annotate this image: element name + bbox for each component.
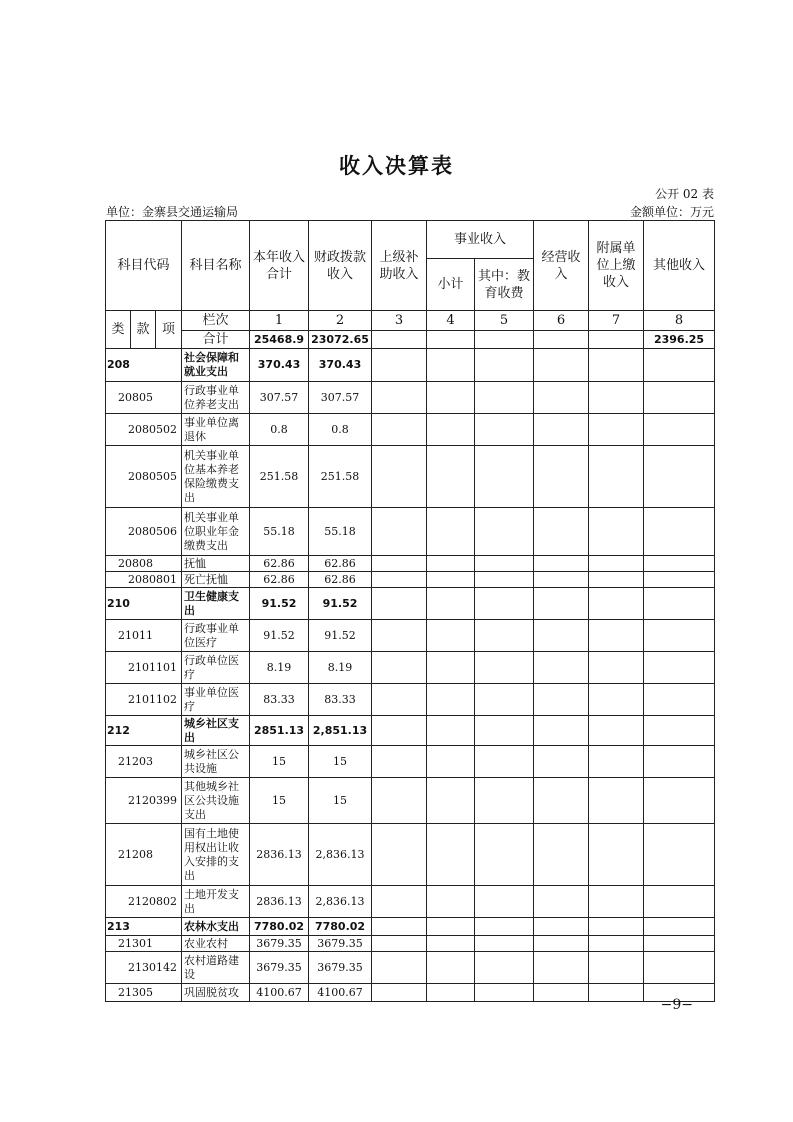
- row-year-total: 55.18: [250, 508, 309, 556]
- row-subtotal: [427, 382, 475, 414]
- row-operating: [534, 508, 589, 556]
- row-subtotal: [427, 824, 475, 886]
- row-year-total: 370.43: [250, 349, 309, 382]
- row-fiscal: 251.58: [309, 446, 372, 508]
- header-lei: 类: [106, 311, 131, 349]
- row-code: 21208: [106, 824, 182, 886]
- row-subsidy: [372, 824, 427, 886]
- row-affiliated: [589, 414, 644, 446]
- row-name: 行政事业单位医疗: [182, 620, 250, 652]
- row-year-total: 15: [250, 778, 309, 824]
- table-row: [106, 446, 715, 508]
- row-fiscal: 307.57: [309, 382, 372, 414]
- total-other: 2396.25: [644, 331, 715, 349]
- col-no-7: 7: [589, 311, 644, 331]
- row-fiscal: 55.18: [309, 508, 372, 556]
- row-affiliated: [589, 778, 644, 824]
- row-operating: [534, 918, 589, 936]
- row-name: 事业单位医疗: [182, 684, 250, 716]
- row-name: 事业单位离退休: [182, 414, 250, 446]
- row-affiliated: [589, 652, 644, 684]
- row-affiliated: [589, 684, 644, 716]
- row-year-total: 3679.35: [250, 952, 309, 984]
- row-name: 农村道路建设: [182, 952, 250, 984]
- row-code: 213: [106, 918, 182, 936]
- row-code: 21011: [106, 620, 182, 652]
- row-subsidy: [372, 446, 427, 508]
- row-subtotal: [427, 936, 475, 952]
- row-subtotal: [427, 952, 475, 984]
- row-subsidy: [372, 508, 427, 556]
- row-subsidy: [372, 684, 427, 716]
- row-edu-fee: [475, 918, 534, 936]
- row-subsidy: [372, 716, 427, 746]
- row-subtotal: [427, 684, 475, 716]
- header-subtotal: 小计: [427, 259, 475, 311]
- row-operating: [534, 620, 589, 652]
- form-number: 公开 02 表: [655, 187, 714, 201]
- col-no-6: 6: [534, 311, 589, 331]
- row-fiscal: 2,836.13: [309, 886, 372, 918]
- row-name: 社会保障和就业支出: [182, 349, 250, 382]
- row-other: [644, 572, 715, 588]
- row-subsidy: [372, 414, 427, 446]
- table-row: [106, 414, 715, 446]
- header-xiang: 项: [156, 311, 182, 349]
- row-fiscal: 7780.02: [309, 918, 372, 936]
- row-subtotal: [427, 778, 475, 824]
- row-subtotal: [427, 508, 475, 556]
- row-subsidy: [372, 556, 427, 572]
- row-year-total: 91.52: [250, 588, 309, 620]
- total-operating: [534, 331, 589, 349]
- row-edu-fee: [475, 446, 534, 508]
- row-operating: [534, 746, 589, 778]
- table-row: [106, 652, 715, 684]
- col-no-2: 2: [309, 311, 372, 331]
- table-row: [106, 382, 715, 414]
- row-subtotal: [427, 918, 475, 936]
- total-subsidy: [372, 331, 427, 349]
- row-code: 2080502: [106, 414, 182, 446]
- row-name: 国有土地使用权出让收入安排的支出: [182, 824, 250, 886]
- table-row: [106, 716, 715, 746]
- row-fiscal: 8.19: [309, 652, 372, 684]
- table-row: [106, 918, 715, 936]
- row-subsidy: [372, 382, 427, 414]
- header-name: 科目名称: [182, 221, 250, 311]
- row-code: 21203: [106, 746, 182, 778]
- row-operating: [534, 936, 589, 952]
- row-year-total: 2836.13: [250, 824, 309, 886]
- row-code: 21301: [106, 936, 182, 952]
- row-code: 212: [106, 716, 182, 746]
- row-name: 行政事业单位养老支出: [182, 382, 250, 414]
- row-subtotal: [427, 984, 475, 1002]
- row-edu-fee: [475, 382, 534, 414]
- row-affiliated: [589, 824, 644, 886]
- table-row: [106, 588, 715, 620]
- header-affiliated: 附属单位上缴收入: [589, 221, 644, 311]
- row-year-total: 4100.67: [250, 984, 309, 1002]
- row-code: 2080506: [106, 508, 182, 556]
- header-other: 其他收入: [644, 221, 715, 311]
- row-operating: [534, 349, 589, 382]
- row-name: 卫生健康支出: [182, 588, 250, 620]
- row-subtotal: [427, 446, 475, 508]
- row-name: 机关事业单位基本养老保险缴费支出: [182, 446, 250, 508]
- table-row: [106, 746, 715, 778]
- row-other: [644, 746, 715, 778]
- header-edu-fee: 其中：教育收费: [475, 259, 534, 311]
- col-no-5: 5: [475, 311, 534, 331]
- total-affiliated: [589, 331, 644, 349]
- row-code: 2101101: [106, 652, 182, 684]
- row-operating: [534, 984, 589, 1002]
- row-affiliated: [589, 588, 644, 620]
- row-code: 2101102: [106, 684, 182, 716]
- row-name: 死亡抚恤: [182, 572, 250, 588]
- row-operating: [534, 684, 589, 716]
- row-code: 210: [106, 588, 182, 620]
- row-affiliated: [589, 349, 644, 382]
- row-subsidy: [372, 886, 427, 918]
- table-row: [106, 778, 715, 824]
- row-name: 城乡社区公共设施: [182, 746, 250, 778]
- row-affiliated: [589, 556, 644, 572]
- row-other: [644, 952, 715, 984]
- row-edu-fee: [475, 684, 534, 716]
- row-fiscal: 15: [309, 746, 372, 778]
- row-other: [644, 382, 715, 414]
- row-subtotal: [427, 886, 475, 918]
- row-fiscal: 4100.67: [309, 984, 372, 1002]
- row-year-total: 0.8: [250, 414, 309, 446]
- row-operating: [534, 886, 589, 918]
- row-operating: [534, 588, 589, 620]
- row-subsidy: [372, 936, 427, 952]
- row-other: [644, 778, 715, 824]
- row-other: [644, 936, 715, 952]
- total-label: 合计: [182, 331, 250, 349]
- row-subtotal: [427, 556, 475, 572]
- total-fiscal: 23072.65: [309, 331, 372, 349]
- row-year-total: 62.86: [250, 572, 309, 588]
- row-subsidy: [372, 984, 427, 1002]
- row-year-total: 2851.13: [250, 716, 309, 746]
- row-fiscal: 2,851.13: [309, 716, 372, 746]
- row-subsidy: [372, 652, 427, 684]
- row-edu-fee: [475, 716, 534, 746]
- row-other: [644, 556, 715, 572]
- row-fiscal: 83.33: [309, 684, 372, 716]
- row-operating: [534, 716, 589, 746]
- row-subtotal: [427, 588, 475, 620]
- row-year-total: 2836.13: [250, 886, 309, 918]
- row-subsidy: [372, 778, 427, 824]
- row-operating: [534, 652, 589, 684]
- row-operating: [534, 572, 589, 588]
- row-operating: [534, 414, 589, 446]
- total-year-total: 25468.9: [250, 331, 309, 349]
- row-affiliated: [589, 952, 644, 984]
- row-edu-fee: [475, 984, 534, 1002]
- row-edu-fee: [475, 620, 534, 652]
- row-other: [644, 716, 715, 746]
- row-affiliated: [589, 886, 644, 918]
- table-row: [106, 556, 715, 572]
- row-year-total: 62.86: [250, 556, 309, 572]
- row-affiliated: [589, 918, 644, 936]
- row-operating: [534, 382, 589, 414]
- table-row: [106, 936, 715, 952]
- row-fiscal: 62.86: [309, 556, 372, 572]
- total-edu-fee: [475, 331, 534, 349]
- table-row: [106, 824, 715, 886]
- table-row: [106, 349, 715, 382]
- row-code: 21305: [106, 984, 182, 1002]
- row-edu-fee: [475, 886, 534, 918]
- row-affiliated: [589, 572, 644, 588]
- row-subtotal: [427, 620, 475, 652]
- row-subtotal: [427, 652, 475, 684]
- row-year-total: 251.58: [250, 446, 309, 508]
- row-other: [644, 620, 715, 652]
- row-fiscal: 3679.35: [309, 952, 372, 984]
- row-name: 其他城乡社区公共设施支出: [182, 778, 250, 824]
- row-fiscal: 0.8: [309, 414, 372, 446]
- row-affiliated: [589, 746, 644, 778]
- row-edu-fee: [475, 349, 534, 382]
- row-other: [644, 414, 715, 446]
- row-affiliated: [589, 716, 644, 746]
- header-year-total: 本年收入合计: [250, 221, 309, 311]
- row-operating: [534, 778, 589, 824]
- header-subsidy: 上级补助收入: [372, 221, 427, 311]
- row-fiscal: 3679.35: [309, 936, 372, 952]
- row-subtotal: [427, 716, 475, 746]
- income-table: [105, 220, 715, 1002]
- row-subsidy: [372, 572, 427, 588]
- row-subsidy: [372, 349, 427, 382]
- row-other: [644, 588, 715, 620]
- row-subsidy: [372, 746, 427, 778]
- row-name: 行政单位医疗: [182, 652, 250, 684]
- row-code: 2120399: [106, 778, 182, 824]
- row-fiscal: 91.52: [309, 620, 372, 652]
- row-subtotal: [427, 746, 475, 778]
- row-code: 2080505: [106, 446, 182, 508]
- row-affiliated: [589, 984, 644, 1002]
- col-no-4: 4: [427, 311, 475, 331]
- row-operating: [534, 952, 589, 984]
- row-other: [644, 508, 715, 556]
- row-fiscal: 91.52: [309, 588, 372, 620]
- row-subtotal: [427, 349, 475, 382]
- row-code: 2080801: [106, 572, 182, 588]
- row-name: 巩固脱贫攻: [182, 984, 250, 1002]
- unit-label: 单位：金寨县交通运输局: [106, 205, 239, 219]
- row-fiscal: 2,836.13: [309, 824, 372, 886]
- row-year-total: 7780.02: [250, 918, 309, 936]
- row-edu-fee: [475, 652, 534, 684]
- row-name: 城乡社区支出: [182, 716, 250, 746]
- row-subsidy: [372, 620, 427, 652]
- row-affiliated: [589, 620, 644, 652]
- row-name: 机关事业单位职业年金缴费支出: [182, 508, 250, 556]
- row-name: 农林水支出: [182, 918, 250, 936]
- row-affiliated: [589, 446, 644, 508]
- row-edu-fee: [475, 936, 534, 952]
- row-other: [644, 446, 715, 508]
- table-row: [106, 508, 715, 556]
- row-affiliated: [589, 382, 644, 414]
- row-year-total: 91.52: [250, 620, 309, 652]
- row-fiscal: 15: [309, 778, 372, 824]
- row-subsidy: [372, 588, 427, 620]
- row-code: 20808: [106, 556, 182, 572]
- total-subtotal: [427, 331, 475, 349]
- row-edu-fee: [475, 572, 534, 588]
- table-row: [106, 952, 715, 984]
- header-lanci: 栏次: [182, 311, 250, 331]
- row-other: [644, 684, 715, 716]
- row-year-total: 15: [250, 746, 309, 778]
- row-edu-fee: [475, 588, 534, 620]
- row-year-total: 307.57: [250, 382, 309, 414]
- row-fiscal: 62.86: [309, 572, 372, 588]
- header-business: 事业收入: [427, 221, 534, 259]
- row-subsidy: [372, 952, 427, 984]
- row-name: 农业农村: [182, 936, 250, 952]
- row-other: [644, 824, 715, 886]
- row-other: [644, 349, 715, 382]
- row-subtotal: [427, 572, 475, 588]
- row-year-total: 8.19: [250, 652, 309, 684]
- row-name: 土地开发支出: [182, 886, 250, 918]
- row-operating: [534, 556, 589, 572]
- page-number: −9−: [660, 997, 693, 1013]
- col-no-8: 8: [644, 311, 715, 331]
- row-edu-fee: [475, 508, 534, 556]
- header-code: 科目代码: [106, 221, 182, 311]
- row-edu-fee: [475, 746, 534, 778]
- row-year-total: 83.33: [250, 684, 309, 716]
- table-row: [106, 572, 715, 588]
- table-row: [106, 684, 715, 716]
- row-edu-fee: [475, 414, 534, 446]
- row-edu-fee: [475, 778, 534, 824]
- row-affiliated: [589, 936, 644, 952]
- row-other: [644, 652, 715, 684]
- table-row: [106, 620, 715, 652]
- money-unit-label: 金额单位：万元: [629, 205, 714, 219]
- row-code: 208: [106, 349, 182, 382]
- row-code: 20805: [106, 382, 182, 414]
- row-other: [644, 918, 715, 936]
- row-operating: [534, 824, 589, 886]
- row-name: 抚恤: [182, 556, 250, 572]
- row-edu-fee: [475, 824, 534, 886]
- col-no-3: 3: [372, 311, 427, 331]
- row-edu-fee: [475, 952, 534, 984]
- table-row: [106, 984, 715, 1002]
- col-no-1: 1: [250, 311, 309, 331]
- row-operating: [534, 446, 589, 508]
- header-fiscal: 财政拨款收入: [309, 221, 372, 311]
- table-row: [106, 886, 715, 918]
- row-subsidy: [372, 918, 427, 936]
- row-other: [644, 886, 715, 918]
- page-title: 收入决算表: [339, 154, 454, 178]
- row-year-total: 3679.35: [250, 936, 309, 952]
- header-operating: 经营收入: [534, 221, 589, 311]
- row-subtotal: [427, 414, 475, 446]
- row-affiliated: [589, 508, 644, 556]
- row-fiscal: 370.43: [309, 349, 372, 382]
- header-kuan: 款: [131, 311, 156, 349]
- row-code: 2120802: [106, 886, 182, 918]
- row-code: 2130142: [106, 952, 182, 984]
- row-edu-fee: [475, 556, 534, 572]
